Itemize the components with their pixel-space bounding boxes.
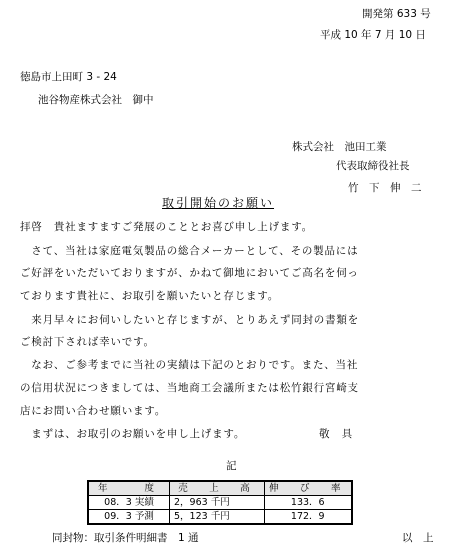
- body-line: さて、当社は家庭電気製品の総合メーカーとして、その製品には: [20, 245, 359, 257]
- body-line: ご好評をいただいておりますが、かねて御地においてご高名を伺っ: [20, 267, 359, 279]
- document-title: 取引開始のお願い: [162, 196, 275, 210]
- recipient-address: 徳島市上田町 3 - 24: [20, 71, 117, 83]
- body-line: 来月早々にお伺いしたいと存じますが、とりあえず同封の書類を: [20, 314, 359, 326]
- table-header-sales: 売 上 高: [170, 482, 265, 496]
- document-date: 平成 10 年 7 月 10 日: [320, 29, 426, 41]
- body-line: ご検討下されば幸いです。: [20, 336, 155, 348]
- recipient-company: 池谷物産株式会社 御中: [38, 94, 154, 106]
- sender-name: 竹 下 伸 二: [348, 182, 422, 194]
- table-cell-sales: 5，123 千円: [170, 510, 265, 524]
- closing-ijou: 以 上: [402, 532, 434, 544]
- body-line: 店にお問い合わせ願います。: [20, 405, 167, 417]
- performance-table: [88, 481, 352, 524]
- document-number: 開発第 633 号: [362, 8, 431, 20]
- table-cell-sales: 2，963 千円: [170, 496, 265, 510]
- sender-position: 代表取締役社長: [336, 160, 410, 172]
- table-row: [89, 496, 352, 510]
- table-header-year: 年 度: [89, 482, 170, 496]
- body-line: まずは、お取引のお願いを申し上げます。 敬 具: [20, 428, 353, 440]
- table-cell-growth: 172．9: [265, 510, 352, 524]
- table-row: [89, 510, 352, 524]
- table-header-growth: 伸 び 率: [265, 482, 352, 496]
- body-line: 拝啓 貴社ますますご発展のこととお喜び申し上げます。: [20, 221, 313, 233]
- body-line: ております貴社に、お取引を願いたいと存じます。: [20, 290, 280, 302]
- body-line: なお、ご参考までに当社の実績は下記のとおりです。また、当社: [20, 359, 359, 371]
- body-line: の信用状況につきましては、当地商工会議所または松竹銀行宮崎支: [20, 382, 359, 394]
- table-header-row: [89, 482, 352, 496]
- table-cell-year: 08．3 実績: [89, 496, 170, 510]
- record-label: 記: [226, 460, 237, 472]
- sender-company: 株式会社 池田工業: [292, 141, 387, 153]
- table-cell-year: 09．3 予測: [89, 510, 170, 524]
- enclosure-line: 同封物：取引条件明細書 1 通: [52, 532, 199, 544]
- table-cell-growth: 133．6: [265, 496, 352, 510]
